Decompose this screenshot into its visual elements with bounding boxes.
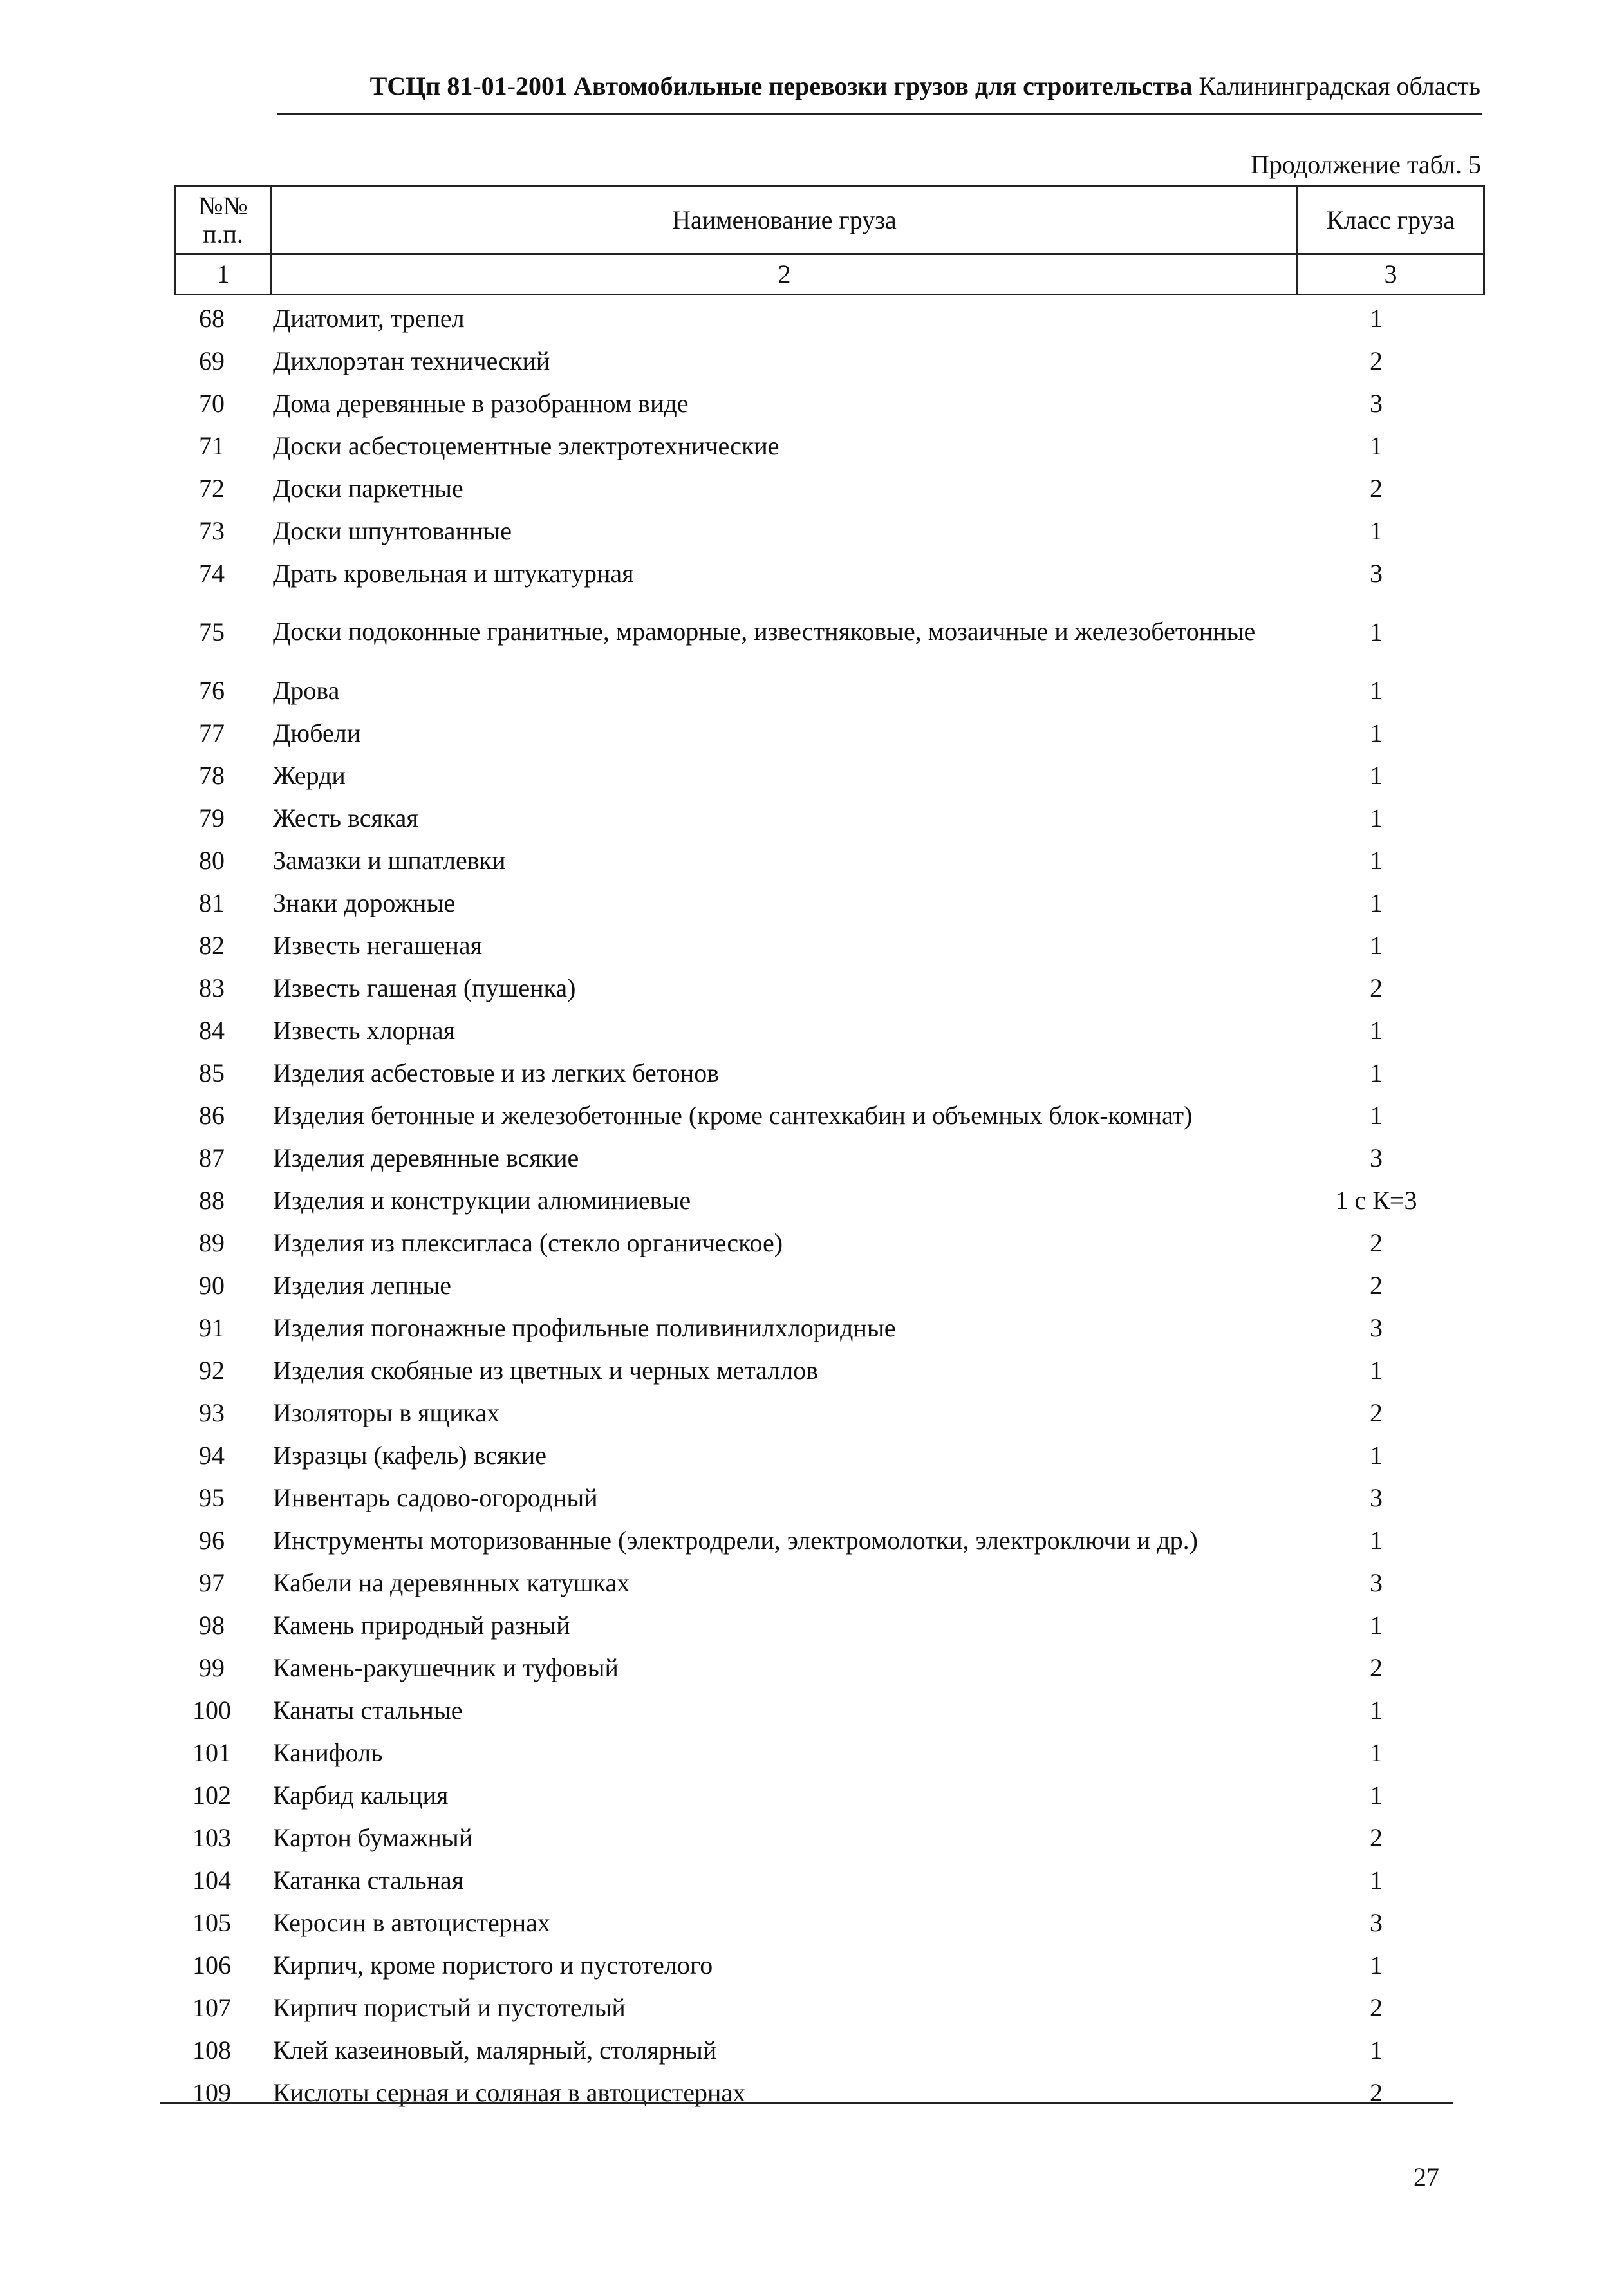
row-number: 80: [199, 845, 225, 875]
cargo-class: 1 с К=3: [1335, 1185, 1417, 1215]
row-number: 87: [199, 1143, 225, 1172]
table-row: [160, 1561, 1453, 1604]
row-number: 96: [199, 1525, 225, 1555]
row-number: 91: [199, 1313, 225, 1342]
cargo-class: 3: [1370, 558, 1383, 588]
cargo-name: Канаты стальные: [273, 1695, 463, 1725]
page-header: [277, 63, 1480, 108]
row-number: 90: [199, 1270, 225, 1300]
cargo-class: 1: [1370, 1015, 1383, 1045]
cargo-name: Известь гашеная (пушенка): [273, 973, 576, 1002]
cargo-name: Изделия асбестовые и из легких бетонов: [273, 1058, 720, 1087]
cargo-class: 1: [1370, 1780, 1383, 1810]
document-title: ТСЦп 81-01-2001 Автомобильные перевозки грузов для строительства: [369, 71, 1193, 100]
table-row: [160, 754, 1453, 796]
cargo-class: 2: [1370, 1270, 1383, 1300]
cargo-name: Дихлорэтан технический: [273, 346, 550, 375]
cargo-name: Доски асбестоцементные электротехнические: [273, 431, 779, 460]
cargo-class: 1: [1370, 803, 1383, 832]
cargo-class: 1: [1370, 516, 1383, 545]
table-row: [160, 1179, 1453, 1221]
table-row: [160, 924, 1453, 966]
row-number: 107: [192, 1992, 231, 2022]
cargo-class: 1: [1370, 1355, 1383, 1385]
cargo-class: 1: [1370, 718, 1383, 747]
table-row: [160, 339, 1453, 382]
table-row: [160, 424, 1453, 467]
cargo-name: Дюбели: [273, 718, 361, 747]
row-number: 79: [199, 803, 225, 832]
row-number: 85: [199, 1058, 225, 1087]
cargo-table-body: [160, 297, 1453, 2113]
cargo-name: Изделия из плексигласа (стекло органическое): [273, 1228, 783, 1257]
cargo-class: 2: [1370, 1823, 1383, 1852]
cargo-name: Картон бумажный: [273, 1823, 473, 1852]
cargo-name: Канифоль: [273, 1738, 383, 1767]
table-row: [160, 594, 1453, 669]
column-header-number: №№ п.п.: [175, 187, 272, 254]
cargo-name: Инвентарь садово-огородный: [273, 1483, 598, 1512]
cargo-class: 1: [1370, 1440, 1383, 1470]
row-number: 70: [199, 388, 225, 418]
row-number: 106: [192, 1950, 231, 1980]
cargo-class: 1: [1370, 1950, 1383, 1980]
table-row: [160, 1264, 1453, 1306]
row-number: 109: [192, 2077, 231, 2107]
table-row: [160, 552, 1453, 594]
row-number: 81: [199, 888, 225, 917]
cargo-class: 2: [1370, 1228, 1383, 1257]
table-row: [160, 2029, 1453, 2071]
row-number: 105: [192, 1907, 231, 1937]
cargo-class: 3: [1370, 1568, 1383, 1597]
table-continuation-label: Продолжение табл. 5: [1251, 150, 1481, 179]
cargo-name: Диатомит, трепел: [273, 303, 465, 333]
row-number: 75: [199, 617, 225, 646]
row-number: 84: [199, 1015, 225, 1045]
cargo-class: 1: [1370, 1738, 1383, 1767]
cargo-class: 3: [1370, 1907, 1383, 1937]
cargo-class: 3: [1370, 1143, 1383, 1172]
row-number: 100: [192, 1695, 231, 1725]
cargo-class: 2: [1370, 1653, 1383, 1682]
table-row: [160, 1859, 1453, 1901]
table-row: [160, 1434, 1453, 1476]
row-number: 88: [199, 1185, 225, 1215]
cargo-class: 1: [1370, 888, 1383, 917]
table-row: [160, 509, 1453, 552]
table-row: [160, 1604, 1453, 1646]
cargo-name: Изделия погонажные профильные поливинилхлоридные: [273, 1313, 896, 1342]
cargo-class: 1: [1370, 303, 1383, 333]
cargo-class: 2: [1370, 473, 1383, 503]
table-row: [160, 1646, 1453, 1689]
table-row: [160, 1136, 1453, 1179]
row-number: 104: [192, 1865, 231, 1895]
column-number-row: [175, 254, 1484, 295]
page-number: 27: [1414, 2162, 1439, 2191]
cargo-name: Доски подоконные гранитные, мраморные, известняковые, мозаичные и железобетонные: [273, 617, 1256, 646]
column-index-3: 3: [1298, 254, 1484, 295]
table-row: [160, 1816, 1453, 1859]
cargo-name: Жесть всякая: [273, 803, 418, 832]
table-row: [160, 1689, 1453, 1731]
table-row: [160, 1519, 1453, 1561]
region-label: Калининградская область: [1199, 71, 1480, 100]
table-row: [160, 1731, 1453, 1774]
row-number: 78: [199, 760, 225, 790]
cargo-name: Замазки и шпатлевки: [273, 845, 506, 875]
row-number: 102: [192, 1780, 231, 1810]
cargo-name: Камень природный разный: [273, 1610, 570, 1640]
row-number: 103: [192, 1823, 231, 1852]
cargo-name: Изделия бетонные и железобетонные (кроме сантехкабин и объемных блок-комнат): [273, 1100, 1193, 1130]
table-row: [160, 1774, 1453, 1816]
cargo-class: 1: [1370, 1100, 1383, 1130]
cargo-class: 1: [1370, 1610, 1383, 1640]
row-number: 93: [199, 1398, 225, 1427]
table-row: [160, 669, 1453, 711]
cargo-class: 2: [1370, 2077, 1383, 2107]
table-row: [160, 382, 1453, 424]
cargo-name: Кислоты серная и соляная в автоцистернах: [273, 2077, 746, 2107]
row-number: 83: [199, 973, 225, 1002]
cargo-class: 2: [1370, 973, 1383, 1002]
cargo-name: Инструменты моторизованные (электродрели, электромолотки, электроключи и др.): [273, 1525, 1198, 1555]
table-row: [160, 881, 1453, 924]
cargo-name: Кирпич пористый и пустотелый: [273, 1992, 626, 2022]
column-header-name: Наименование груза: [272, 187, 1298, 254]
cargo-class: 2: [1370, 1992, 1383, 2022]
table-row: [160, 966, 1453, 1009]
table-row: [160, 1009, 1453, 1051]
cargo-name: Дрова: [273, 675, 340, 705]
table-row: [160, 1944, 1453, 1986]
row-number: 92: [199, 1355, 225, 1385]
cargo-name: Клей казеиновый, малярный, столярный: [273, 2035, 717, 2065]
cargo-name: Доски шпунтованные: [273, 516, 512, 545]
row-number: 108: [192, 2035, 231, 2065]
cargo-name: Катанка стальная: [273, 1865, 464, 1895]
table-row: [160, 839, 1453, 881]
header-divider: [277, 113, 1482, 115]
cargo-class: 1: [1370, 675, 1383, 705]
row-number: 101: [192, 1738, 231, 1767]
cargo-class: 2: [1370, 346, 1383, 375]
cargo-class: 1: [1370, 2035, 1383, 2065]
row-number: 99: [199, 1653, 225, 1682]
cargo-class: 1: [1370, 1865, 1383, 1895]
table-bottom-rule: [160, 2102, 1453, 2104]
cargo-name: Известь хлорная: [273, 1015, 456, 1045]
table-row: [160, 1391, 1453, 1434]
row-number: 69: [199, 346, 225, 375]
row-number: 73: [199, 516, 225, 545]
table-row: [160, 796, 1453, 839]
cargo-class: 1: [1370, 760, 1383, 790]
cargo-name: Кирпич, кроме пористого и пустотелого: [273, 1950, 713, 1980]
row-number: 72: [199, 473, 225, 503]
cargo-class: 1: [1370, 431, 1383, 460]
cargo-name: Изделия деревянные всякие: [273, 1143, 579, 1172]
cargo-class: 3: [1370, 1483, 1383, 1512]
table-row: [160, 1221, 1453, 1264]
table-row: [160, 1476, 1453, 1519]
cargo-name: Керосин в автоцистернах: [273, 1907, 550, 1937]
row-number: 71: [199, 431, 225, 460]
cargo-name: Изделия и конструкции алюминиевые: [273, 1185, 691, 1215]
row-number: 77: [199, 718, 225, 747]
table-row: [160, 1901, 1453, 1944]
table-row: [160, 1051, 1453, 1094]
cargo-name: Камень-ракушечник и туфовый: [273, 1653, 619, 1682]
cargo-name: Знаки дорожные: [273, 888, 456, 917]
column-index-2: 2: [272, 254, 1298, 295]
table-row: [160, 2071, 1453, 2113]
cargo-name: Изделия лепные: [273, 1270, 451, 1300]
row-number: 98: [199, 1610, 225, 1640]
table-row: [160, 467, 1453, 509]
column-index-1: 1: [175, 254, 272, 295]
row-number: 74: [199, 558, 225, 588]
cargo-class: 3: [1370, 388, 1383, 418]
row-number: 86: [199, 1100, 225, 1130]
cargo-name: Изразцы (кафель) всякие: [273, 1440, 547, 1470]
table-row: [160, 1306, 1453, 1349]
table-row: [160, 711, 1453, 754]
row-number: 82: [199, 930, 225, 960]
row-number: 76: [199, 675, 225, 705]
row-number: 95: [199, 1483, 225, 1512]
cargo-name: Изделия скобяные из цветных и черных металлов: [273, 1355, 819, 1385]
row-number: 94: [199, 1440, 225, 1470]
table-row: [160, 1986, 1453, 2029]
cargo-class: 1: [1370, 1058, 1383, 1087]
table-row: [160, 297, 1453, 339]
row-number: 68: [199, 303, 225, 333]
column-header-class: Класс груза: [1298, 187, 1484, 254]
header-row: [175, 187, 1484, 254]
cargo-name: Изоляторы в ящиках: [273, 1398, 500, 1427]
cargo-class: 1: [1370, 1525, 1383, 1555]
cargo-class: 2: [1370, 1398, 1383, 1427]
table-row: [160, 1094, 1453, 1136]
cargo-class: 1: [1370, 845, 1383, 875]
cargo-name: Доски паркетные: [273, 473, 463, 503]
cargo-class: 1: [1370, 930, 1383, 960]
cargo-name: Кабели на деревянных катушках: [273, 1568, 630, 1597]
cargo-name: Известь негашеная: [273, 930, 482, 960]
cargo-name: Дома деревянные в разобранном виде: [273, 388, 689, 418]
row-number: 97: [199, 1568, 225, 1597]
table-row: [160, 1349, 1453, 1391]
cargo-name: Карбид кальция: [273, 1780, 449, 1810]
cargo-class: 1: [1370, 617, 1383, 646]
cargo-class: 3: [1370, 1313, 1383, 1342]
row-number: 89: [199, 1228, 225, 1257]
cargo-class: 1: [1370, 1695, 1383, 1725]
table-header: [174, 185, 1485, 295]
cargo-name: Жерди: [273, 760, 346, 790]
cargo-name: Драть кровельная и штукатурная: [273, 558, 634, 588]
